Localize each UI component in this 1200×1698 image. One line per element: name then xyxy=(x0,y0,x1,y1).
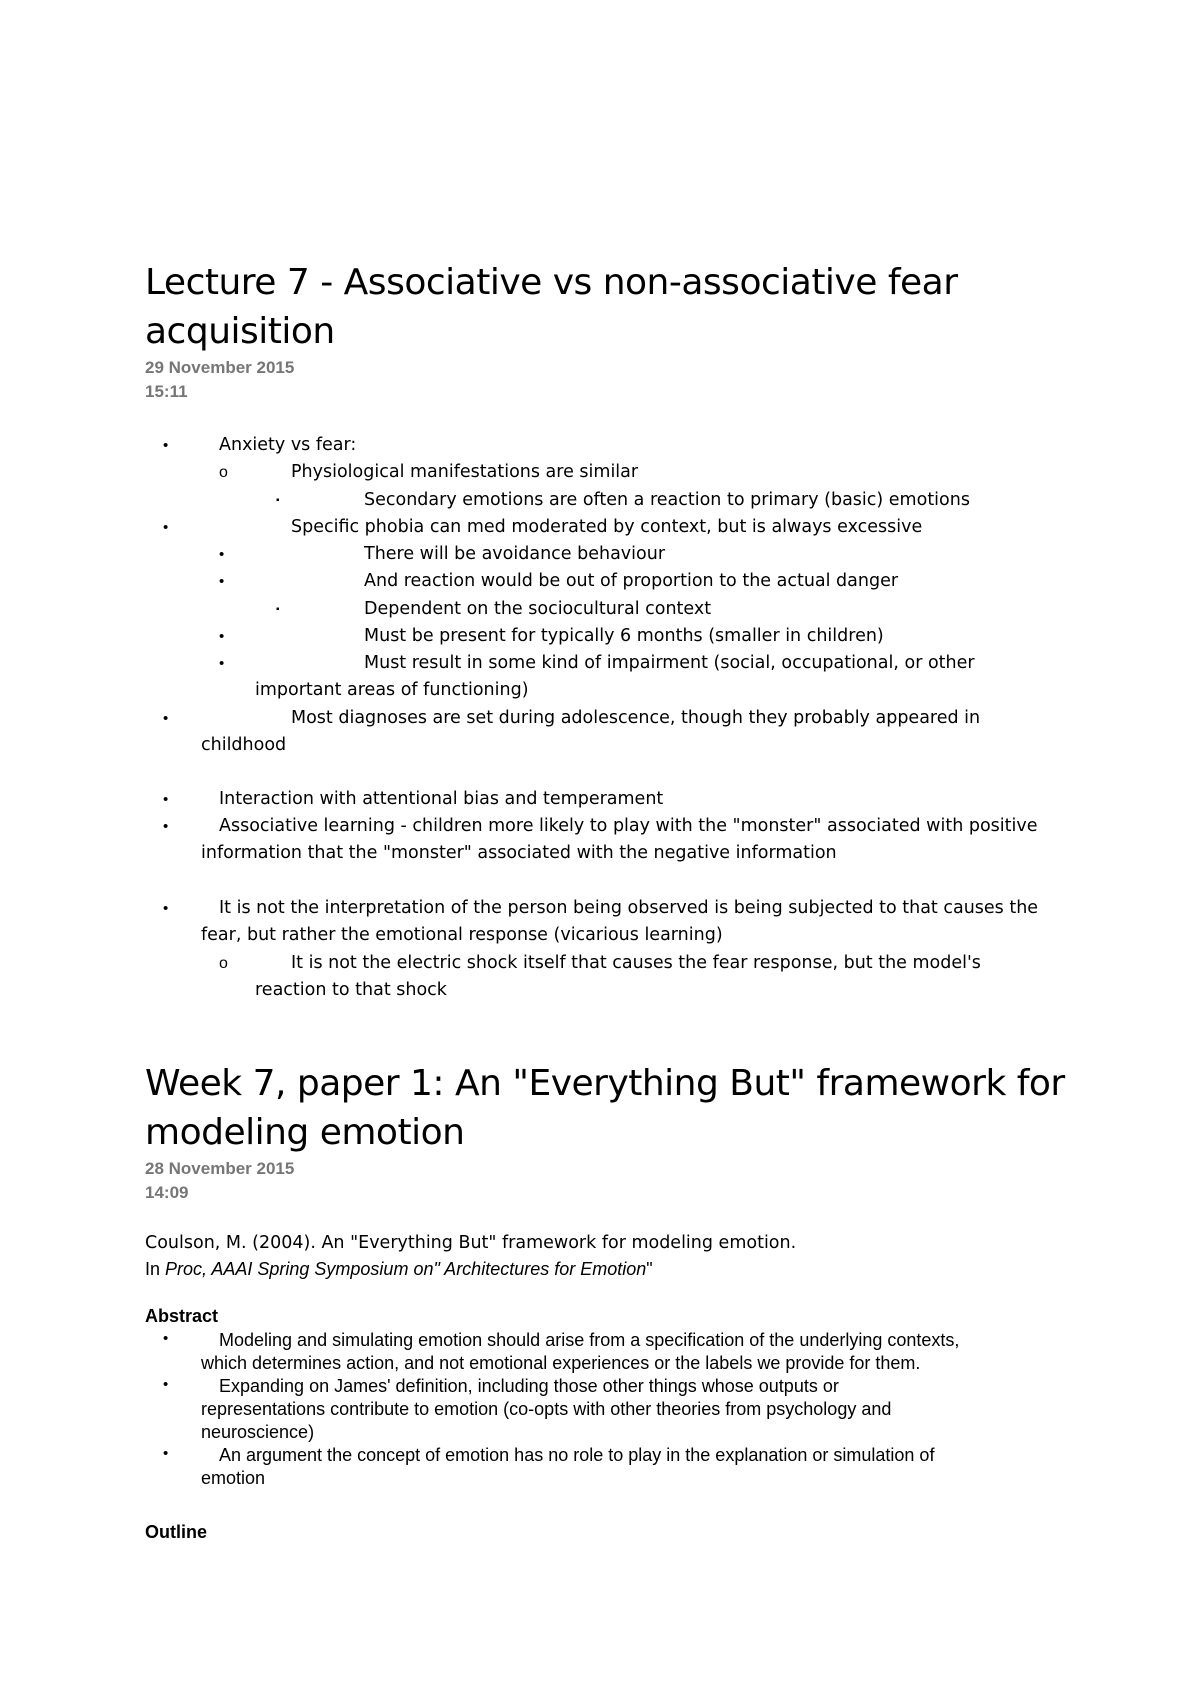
page-title-lecture7-line1: Lecture 7 - Associative vs non-associative fear xyxy=(145,262,958,303)
note-time: 14:09 xyxy=(145,1183,189,1202)
list-item: Associative learning - children more likely to play with the "monster" associated with positive xyxy=(219,816,1038,836)
bullet-icon: • xyxy=(163,900,169,917)
list-item: An argument the concept of emotion has no role to play in the explanation or simulation of xyxy=(219,1445,935,1465)
list-item: Must be present for typically 6 months (smaller in children) xyxy=(364,626,884,646)
page-title-week7-line1: Week 7, paper 1: An "Everything But" framework for xyxy=(145,1063,1065,1104)
list-item-continuation: important areas of functioning) xyxy=(255,680,529,700)
bullet-icon: • xyxy=(163,1330,169,1347)
square-bullet-icon: ▪ xyxy=(276,495,280,506)
citation: Coulson, M. (2004). An "Everything But" framework for modeling emotion. xyxy=(145,1233,797,1253)
list-item: There will be avoidance behaviour xyxy=(364,544,666,564)
bullet-icon: • xyxy=(163,710,169,727)
citation-source xyxy=(145,1257,653,1281)
bullet-icon: • xyxy=(163,1445,169,1462)
list-item: Most diagnoses are set during adolescence, though they probably appeared in xyxy=(291,708,981,728)
bullet-icon: • xyxy=(163,818,169,835)
bullet-icon: • xyxy=(219,628,225,645)
circle-bullet-icon: o xyxy=(219,464,228,481)
list-item-continuation: representations contribute to emotion (co-opts with other theories from psychology and xyxy=(201,1399,892,1419)
list-item-continuation: reaction to that shock xyxy=(255,980,447,1000)
note-date: 29 November 2015 xyxy=(145,358,295,377)
list-item: Expanding on James' definition, including those other things whose outputs or xyxy=(219,1376,839,1396)
page-title-week7-line2: modeling emotion xyxy=(145,1112,465,1153)
bullet-icon: • xyxy=(219,573,225,590)
list-item: It is not the interpretation of the person being observed is being subjected to that causes the xyxy=(219,898,1039,918)
list-item: Must result in some kind of impairment (social, occupational, or other xyxy=(364,653,975,673)
list-item: Modeling and simulating emotion should arise from a specification of the underlying contexts, xyxy=(219,1330,960,1350)
list-item: And reaction would be out of proportion to the actual danger xyxy=(364,571,899,591)
citation-source-suffix: " xyxy=(646,1259,653,1279)
note-time: 15:11 xyxy=(145,382,188,401)
list-item-continuation: which determines action, and not emotional experiences or the labels we provide for them. xyxy=(201,1353,921,1373)
list-item: Dependent on the sociocultural context xyxy=(364,599,712,619)
list-item: Anxiety vs fear: xyxy=(219,435,357,455)
citation-source-prefix: In xyxy=(145,1259,166,1279)
list-item: Specific phobia can med moderated by context, but is always excessive xyxy=(291,517,923,537)
abstract-heading: Abstract xyxy=(145,1306,219,1326)
list-item-continuation: neuroscience) xyxy=(201,1422,315,1442)
list-item-continuation: emotion xyxy=(201,1468,266,1488)
circle-bullet-icon: o xyxy=(219,955,228,972)
bullet-icon: • xyxy=(163,437,169,454)
square-bullet-icon: ▪ xyxy=(276,604,280,615)
list-item-continuation: fear, but rather the emotional response (vicarious learning) xyxy=(201,925,723,945)
bullet-icon: • xyxy=(219,546,225,563)
bullet-icon: • xyxy=(163,1376,169,1393)
list-item: Secondary emotions are often a reaction to primary (basic) emotions xyxy=(364,490,970,510)
list-item: Physiological manifestations are similar xyxy=(291,462,639,482)
bullet-icon: • xyxy=(163,519,169,536)
bullet-icon: • xyxy=(163,791,169,808)
list-item: Interaction with attentional bias and temperament xyxy=(219,789,664,809)
citation-source-venue: Proc, AAAI Spring Symposium on" Architectures for Emotion xyxy=(165,1259,647,1279)
page-title-lecture7-line2: acquisition xyxy=(145,311,335,352)
list-item-continuation: information that the "monster" associated with the negative information xyxy=(201,843,837,863)
outline-heading: Outline xyxy=(145,1522,207,1542)
list-item: It is not the electric shock itself that causes the fear response, but the model's xyxy=(291,953,981,973)
bullet-icon: • xyxy=(219,655,225,672)
note-date: 28 November 2015 xyxy=(145,1159,295,1178)
list-item-continuation: childhood xyxy=(201,735,287,755)
